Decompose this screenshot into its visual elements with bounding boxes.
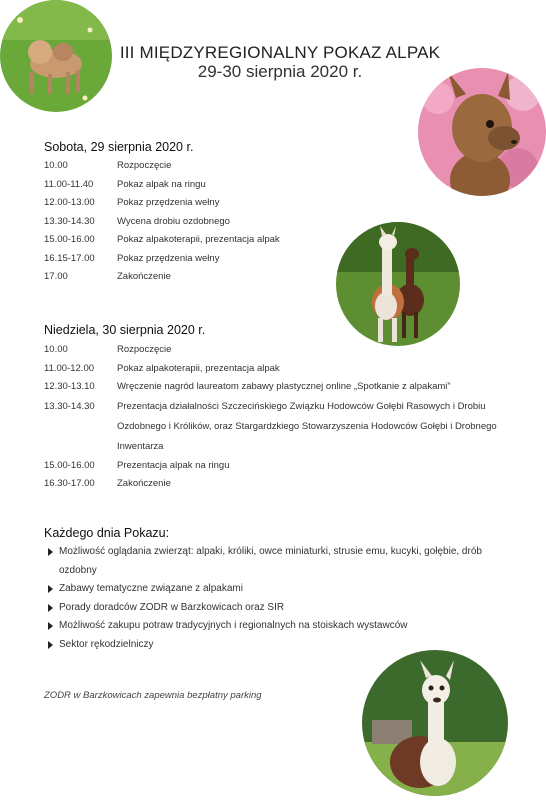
list-item-text: Sektor rękodzielniczy bbox=[59, 638, 154, 650]
schedule-desc: Pokaz alpakoterapii, prezentacja alpak bbox=[117, 234, 280, 245]
schedule-desc: Pokaz przędzenia wełny bbox=[117, 197, 220, 208]
schedule-time: 10.00 bbox=[44, 160, 68, 171]
list-item bbox=[48, 617, 518, 636]
white-brown-alpaca-photo bbox=[362, 650, 508, 796]
schedule-row bbox=[44, 457, 507, 476]
triangle-bullet-icon bbox=[48, 585, 53, 593]
schedule-row bbox=[44, 250, 507, 269]
saturday-heading: Sobota, 29 sierpnia 2020 r. bbox=[44, 140, 194, 154]
schedule-row bbox=[44, 231, 507, 250]
schedule-time: 15.00-16.00 bbox=[44, 234, 95, 245]
triangle-bullet-icon bbox=[48, 641, 53, 649]
schedule-desc: Pokaz przędzenia wełny bbox=[117, 252, 220, 264]
schedule-desc: Rozpoczęcie bbox=[117, 160, 172, 171]
event-title: III MIĘDZYREGIONALNY POKAZ ALPAK bbox=[119, 43, 441, 62]
sunday-heading: Niedziela, 30 sierpnia 2020 r. bbox=[44, 323, 206, 337]
triangle-bullet-icon bbox=[48, 622, 53, 630]
schedule-time: 12.30-13.10 bbox=[44, 381, 95, 392]
list-item-text: Możliwość oglądania zwierząt: alpaki, króliki, owce miniaturki, strusie emu, kucyki, gołębie, drób ozdobny bbox=[59, 546, 482, 576]
event-dates: 29-30 sierpnia 2020 r. bbox=[197, 62, 363, 81]
schedule-desc: Rozpoczęcie bbox=[117, 344, 172, 355]
list-item bbox=[48, 599, 518, 618]
schedule-time: 12.00-13.00 bbox=[44, 197, 95, 208]
list-item bbox=[48, 636, 518, 655]
schedule-row bbox=[44, 397, 507, 457]
list-item-text: Porady doradców ZODR w Barzkowicach oraz SIR bbox=[59, 601, 285, 613]
schedule-time: 16.30-17.00 bbox=[44, 478, 95, 489]
parking-note: ZODR w Barzkowicach zapewnia bezpłatny parking bbox=[44, 690, 262, 701]
sunday-schedule bbox=[44, 341, 507, 494]
triangle-bullet-icon bbox=[48, 604, 53, 612]
schedule-time: 13.30-14.30 bbox=[44, 215, 95, 227]
schedule-row bbox=[44, 360, 507, 379]
schedule-time: 16.15-17.00 bbox=[44, 252, 95, 264]
list-item-text: Możliwość zakupu potraw tradycyjnych i regionalnych na stoiskach wystawców bbox=[59, 620, 408, 631]
list-item-text: Zabawy tematyczne związane z alpakami bbox=[59, 583, 243, 594]
schedule-time: 11.00-11.40 bbox=[44, 178, 94, 190]
schedule-row bbox=[44, 378, 507, 397]
triangle-bullet-icon bbox=[48, 548, 53, 556]
schedule-desc: Pokaz alpakoterapii, prezentacja alpak bbox=[117, 362, 280, 374]
schedule-desc: Pokaz alpak na ringu bbox=[117, 178, 206, 190]
schedule-time: 15.00-16.00 bbox=[44, 459, 95, 471]
list-item bbox=[48, 580, 518, 599]
schedule-time: 10.00 bbox=[44, 344, 68, 355]
schedule-row bbox=[44, 475, 507, 494]
saturday-schedule bbox=[44, 157, 507, 287]
schedule-time: 17.00 bbox=[44, 271, 68, 282]
schedule-desc: Wręczenie nagród laureatom zabawy plastycznej online „Spotkanie z alpakami” bbox=[117, 381, 451, 392]
schedule-time: 11.00-12.00 bbox=[44, 362, 95, 374]
schedule-row bbox=[44, 341, 507, 360]
schedule-row bbox=[44, 194, 507, 213]
alpaca-grooming-photo bbox=[0, 0, 112, 112]
schedule-desc: Prezentacja działalności Szczecińskiego Związku Hodowców Gołębi Rasowych i Drobiu Ozdobnego i Królików, oraz Stargardzkiego Stowarzyszenia Hodowców Gołębi i Drobnego Inwentarza bbox=[117, 400, 497, 452]
schedule-row bbox=[44, 176, 507, 195]
schedule-time: 13.30-14.30 bbox=[44, 400, 95, 412]
schedule-row bbox=[44, 213, 507, 232]
schedule-desc: Zakończenie bbox=[117, 271, 171, 282]
every-day-heading: Każdego dnia Pokazu: bbox=[44, 526, 170, 540]
schedule-desc: Wycena drobiu ozdobnego bbox=[117, 215, 230, 227]
schedule-row bbox=[44, 157, 507, 176]
every-day-list bbox=[48, 543, 518, 654]
schedule-desc: Prezentacja alpak na ringu bbox=[117, 459, 230, 471]
list-item bbox=[48, 543, 518, 580]
schedule-row bbox=[44, 268, 507, 287]
schedule-desc: Zakończenie bbox=[117, 478, 171, 489]
